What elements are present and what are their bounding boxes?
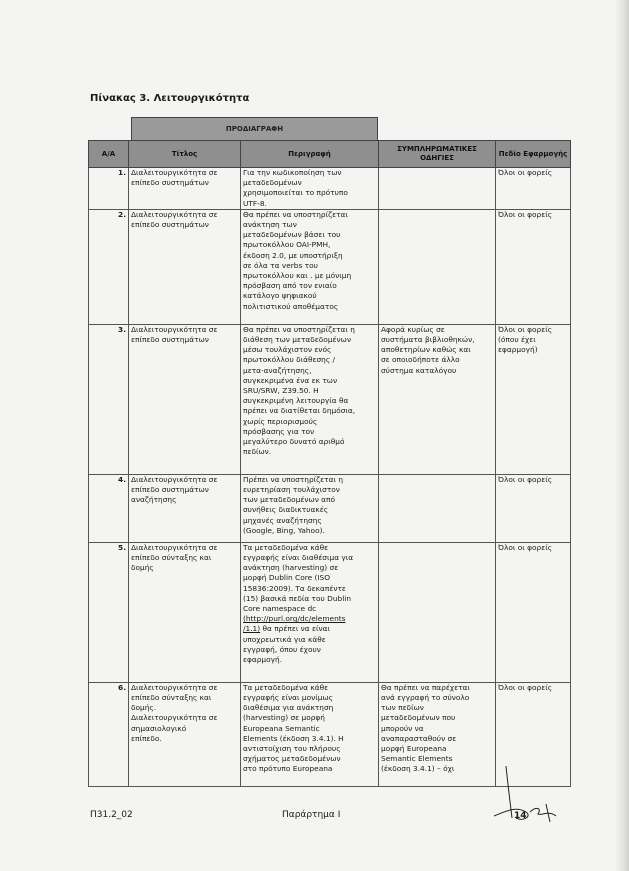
row-field: Όλοι οι φορείς	[496, 209, 571, 324]
row-description: Τα μεταδεδομένα κάθε εγγραφής είναι μονίμως διαθέσιμα για ανάκτηση (harvesting) σε μορφή Europeana Semantic Elements (έκδοση 3.4.1). Η αντιστοίχιση του πλήρους σχήματος μεταδεδομένων στο πρότυπο Europeana	[241, 682, 379, 786]
row-notes: Θα πρέπει να παρέχεται ανά εγγραφή το σύνολο των πεδίων μεταδεδομένων που μπορούν να αναπαρασταθούν σε μορφή Europeana Semantic Elements (έκδοση 3.4.1) – όχι	[379, 682, 496, 786]
table-row	[89, 542, 571, 682]
header-notes: ΣΥΜΠΛΗΡΩΜΑΤΙΚΕΣ ΟΔΗΓΙΕΣ	[379, 141, 496, 168]
row-notes	[379, 474, 496, 542]
row-title: Διαλειτουργικότητα σε επίπεδο συστημάτων	[129, 209, 241, 324]
row-notes	[379, 168, 496, 210]
table-row	[89, 209, 571, 324]
scan-edge-shadow	[615, 0, 629, 871]
row-field: Όλοι οι φορείς	[496, 168, 571, 210]
row-field: Όλοι οι φορείς	[496, 542, 571, 682]
table-row	[89, 324, 571, 474]
row-number: 2.	[89, 209, 129, 324]
table-row	[89, 474, 571, 542]
functionality-table	[88, 140, 571, 787]
page-number: 14	[514, 811, 527, 821]
row-notes: Αφορά κυρίως σε συστήματα βιβλιοθηκών, αποθετηρίων καθώς και σε οποιοδήποτε άλλο σύστημα καταλόγου	[379, 324, 496, 474]
row-notes	[379, 209, 496, 324]
spec-group-header: ΠΡΟΔΙΑΓΡΑΦΗ	[131, 117, 378, 141]
row-field: Όλοι οι φορείς (όπου έχει εφαρμογή)	[496, 324, 571, 474]
row-number: 4.	[89, 474, 129, 542]
description-text: θα πρέπει να είναι υποχρεωτικά για κάθε εγγραφή, όπου έχουν εφαρμογή.	[243, 624, 331, 665]
dc-elements-link[interactable]: (http://purl.org/dc/elements /1.1)	[243, 614, 346, 634]
header-title: Τίτλος	[129, 141, 241, 168]
row-description: Πρέπει να υποστηρίζεται η ευρετηρίαση τουλάχιστον των μεταδεδομένων από συνήθεις διαδικτυακές μηχανές αναζήτησης (Google, Bing, Yahoo).	[241, 474, 379, 542]
row-title: Διαλειτουργικότητα σε επίπεδο συστημάτων	[129, 324, 241, 474]
annex-label: Παράρτημα Ι	[282, 810, 341, 820]
row-title: Διαλειτουργικότητα σε επίπεδο συστημάτων αναζήτησης	[129, 474, 241, 542]
header-field: Πεδίο Εφαρμογής	[496, 141, 571, 168]
row-description: Για την κωδικοποίηση των μεταδεδομένων χρησιμοποιείται το πρότυπο UTF-8.	[241, 168, 379, 210]
row-number: 1.	[89, 168, 129, 210]
row-field: Όλοι οι φορείς	[496, 682, 571, 786]
row-title: Διαλειτουργικότητα σε επίπεδο σύνταξης και δομής	[129, 542, 241, 682]
row-title: Διαλειτουργικότητα σε επίπεδο συστημάτων	[129, 168, 241, 210]
header-description: Περιγραφή	[241, 141, 379, 168]
row-description	[241, 542, 379, 682]
row-number: 5.	[89, 542, 129, 682]
row-title: Διαλειτουργικότητα σε επίπεδο σύνταξης και δομής. Διαλειτουργικότητα σε σημασιολογικό επίπεδο.	[129, 682, 241, 786]
header-aa: Α/Α	[89, 141, 129, 168]
row-description: Θα πρέπει να υποστηρίζεται ανάκτηση των μεταδεδομένων βάσει του πρωτοκόλλου OAI-PMH, έκδοση 2.0, με υποστήριξη σε όλα τα verbs του πρωτοκόλλου και . με μόνιμη πρόσβαση από τον ενιαίο κατάλογο ψηφιακού πολιτιστικού αποθέματος	[241, 209, 379, 324]
table-header-row	[89, 141, 571, 168]
row-notes	[379, 542, 496, 682]
handwritten-signature	[486, 756, 566, 826]
row-description: Θα πρέπει να υποστηρίζεται η διάθεση των μεταδεδομένων μέσω τουλάχιστον ενός πρωτοκόλλου διάθεσης / μετα-αναζήτησης, συγκεκριμένα ένα εκ των SRU/SRW, Z39.50. Η συγκεκριμένη λειτουργία θα πρέπει να διατίθεται δημόσια, χωρίς περιορισμούς πρόσβασης για τον μεγαλύτερο δυνατό αριθμό πεδίων.	[241, 324, 379, 474]
table-row	[89, 168, 571, 210]
row-number: 6.	[89, 682, 129, 786]
row-field: Όλοι οι φορείς	[496, 474, 571, 542]
document-code: Π31.2_02	[90, 810, 133, 820]
table-title: Πίνακας 3. Λειτουργικότητα	[90, 93, 250, 104]
row-number: 3.	[89, 324, 129, 474]
description-text: Τα μεταδεδομένα κάθε εγγραφής είναι διαθέσιμα για ανάκτηση (harvesting) σε μορφή Dublin Core (ISO 15836:2009). Τα δεκαπέντε (15) βασικά πεδία του Dublin Core namespace dc	[243, 542, 354, 614]
